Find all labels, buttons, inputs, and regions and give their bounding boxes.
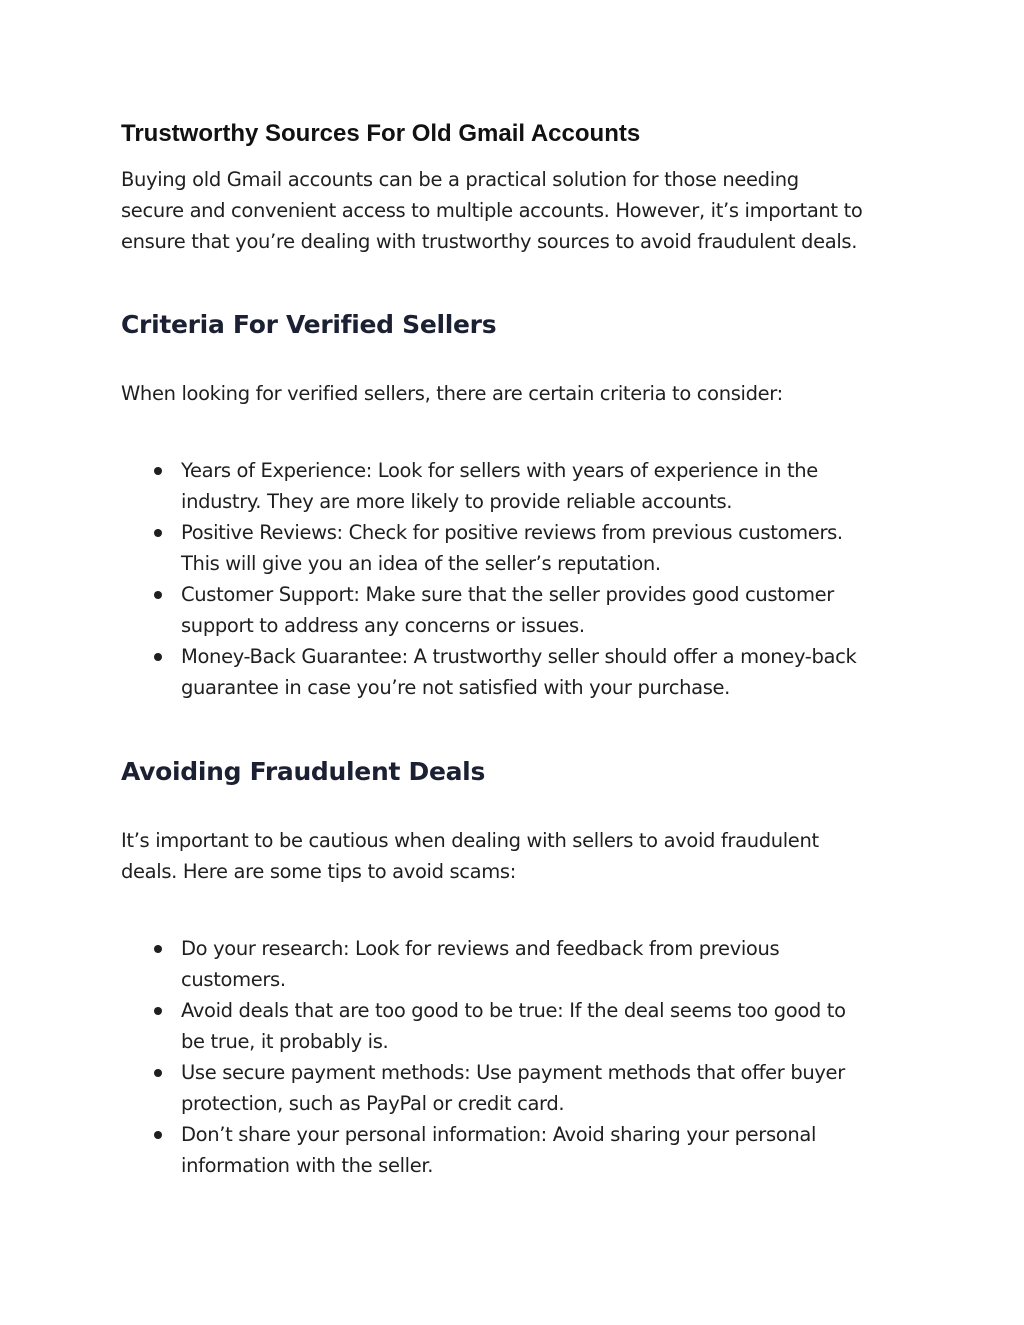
list-item-line: customers. [181,968,286,991]
paragraph-line: Buying old Gmail accounts can be a practical solution for those needing [121,168,799,191]
criteria-list [121,455,911,703]
list-item-line: be true, it probably is. [181,1030,389,1053]
list-item [121,455,911,517]
section-fraud-heading [121,756,911,788]
list-item [121,641,911,703]
section-heading: Trustworthy Sources For Old Gmail Accounts [121,120,641,147]
intro-line: deals. Here are some tips to avoid scams: [121,860,516,883]
list-item [121,933,911,995]
list-item-line: protection, such as PayPal or credit card. [181,1092,565,1115]
section-paragraph [121,164,911,257]
list-item [121,995,911,1057]
list-item-line: Don’t share your personal information: Avoid sharing your personal [181,1123,817,1146]
intro-line: It’s important to be cautious when dealing with sellers to avoid fraudulent [121,829,819,852]
list-item-line: Use secure payment methods: Use payment methods that offer buyer [181,1061,845,1084]
section-trustworthy-sources [121,119,911,149]
bullet-icon [154,1131,162,1139]
section-heading: Criteria For Verified Sellers [121,310,497,339]
list-item-line: support to address any concerns or issues. [181,614,585,637]
list-item-line: Positive Reviews: Check for positive reviews from previous customers. [181,521,843,544]
section-intro [121,825,911,887]
paragraph-line: ensure that you’re dealing with trustworthy sources to avoid fraudulent deals. [121,230,858,253]
paragraph-line: secure and convenient access to multiple accounts. However, it’s important to [121,199,863,222]
list-item-line: information with the seller. [181,1154,434,1177]
bullet-icon [154,529,162,537]
bullet-icon [154,1069,162,1077]
list-item-line: This will give you an idea of the seller’s reputation. [181,552,661,575]
bullet-icon [154,1007,162,1015]
bullet-icon [154,591,162,599]
list-item-line: guarantee in case you’re not satisfied with your purchase. [181,676,731,699]
list-item-line: industry. They are more likely to provide reliable accounts. [181,490,733,513]
list-item-line: Customer Support: Make sure that the seller provides good customer [181,583,834,606]
section-heading: Avoiding Fraudulent Deals [121,757,486,786]
section-criteria-heading [121,309,911,341]
bullet-icon [154,945,162,953]
section-intro [121,378,911,409]
list-item [121,1057,911,1119]
list-item-line: Money-Back Guarantee: A trustworthy seller should offer a money-back [181,645,857,668]
list-item [121,517,911,579]
tips-list [121,933,911,1181]
list-item-line: Do your research: Look for reviews and feedback from previous [181,937,780,960]
list-item [121,1119,911,1181]
intro-text: When looking for verified sellers, there are certain criteria to consider: [121,382,783,405]
bullet-icon [154,467,162,475]
list-item-line: Years of Experience: Look for sellers with years of experience in the [181,459,818,482]
bullet-icon [154,653,162,661]
list-item [121,579,911,641]
list-item-line: Avoid deals that are too good to be true: If the deal seems too good to [181,999,846,1022]
